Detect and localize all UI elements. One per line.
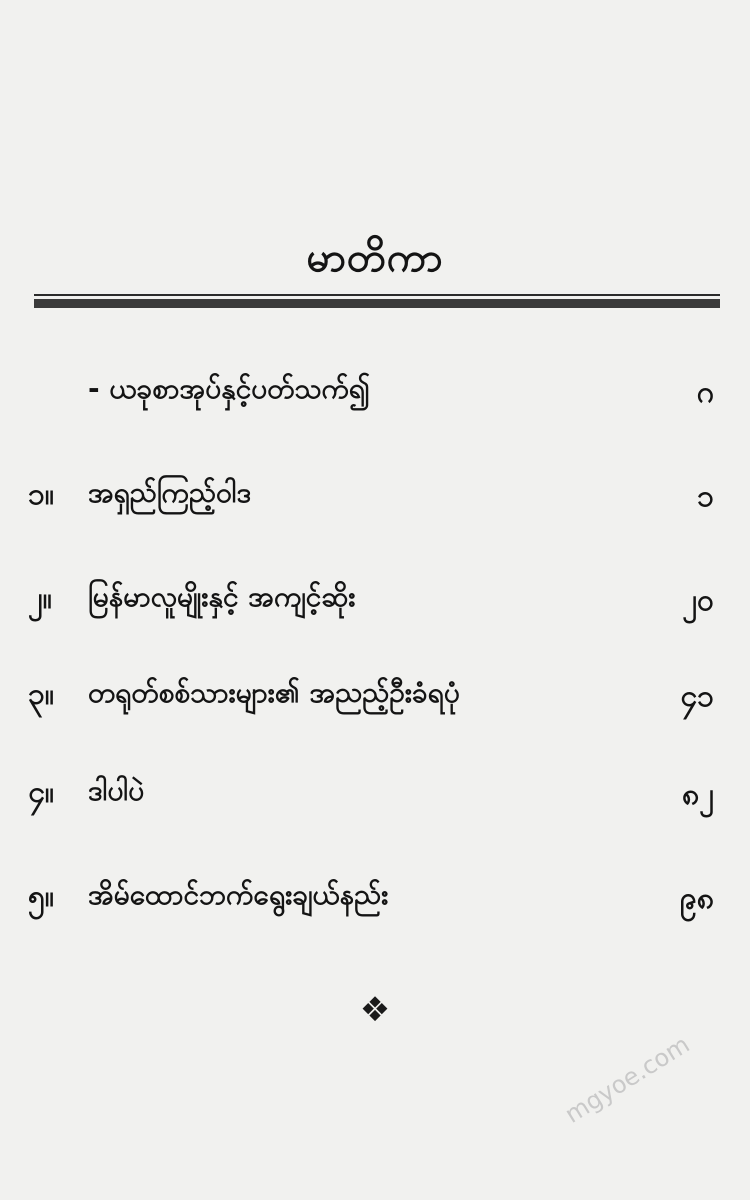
entry-number: ၄။ <box>28 775 54 810</box>
entry-page-number: ၈၂ <box>682 777 714 812</box>
title-rule-thin <box>34 294 720 296</box>
entry-label: အိမ်ထောင်ဘက်ရွေးချယ်နည်း <box>88 878 389 911</box>
entry-number: ၂။ <box>28 581 52 616</box>
entry-label: တရုတ်စစ်သားများ၏ အညည့်ဦးခံရပုံ <box>88 676 460 709</box>
toc-entry-1 <box>0 466 750 526</box>
watermark: mgyoe.com <box>560 1030 695 1129</box>
entry-page-number: ၄၁ <box>680 679 714 714</box>
toc-entry-4 <box>0 764 750 824</box>
entry-number: ၃။ <box>28 677 54 712</box>
toc-entry-5 <box>0 868 750 928</box>
toc-entry-preface <box>0 362 750 422</box>
title-rule-thick <box>34 299 720 308</box>
entry-label: အရှည်ကြည့်ဝါဒ <box>88 476 252 509</box>
entry-label: ဒါပါပဲ <box>88 774 145 807</box>
toc-entry-3 <box>0 666 750 726</box>
toc-entry-2 <box>0 570 750 630</box>
entry-label: မြန်မာလူမျိုးနှင့် အကျင့်ဆိုး <box>88 580 356 613</box>
entry-number: ၅။ <box>28 879 54 914</box>
entry-page-number: ၉၈ <box>679 881 714 916</box>
diamond-ornament-icon: ❖ <box>359 990 391 1030</box>
entry-label: - ယခုစာအုပ်နှင့်ပတ်သက်၍ <box>88 372 370 405</box>
entry-page-number: ၁ <box>697 479 714 514</box>
entry-page-number: ဂ <box>696 375 714 410</box>
entry-number: ၁။ <box>28 477 54 512</box>
entry-page-number: ၂၀ <box>682 583 714 618</box>
page-title: မာတိကာ <box>306 235 444 281</box>
